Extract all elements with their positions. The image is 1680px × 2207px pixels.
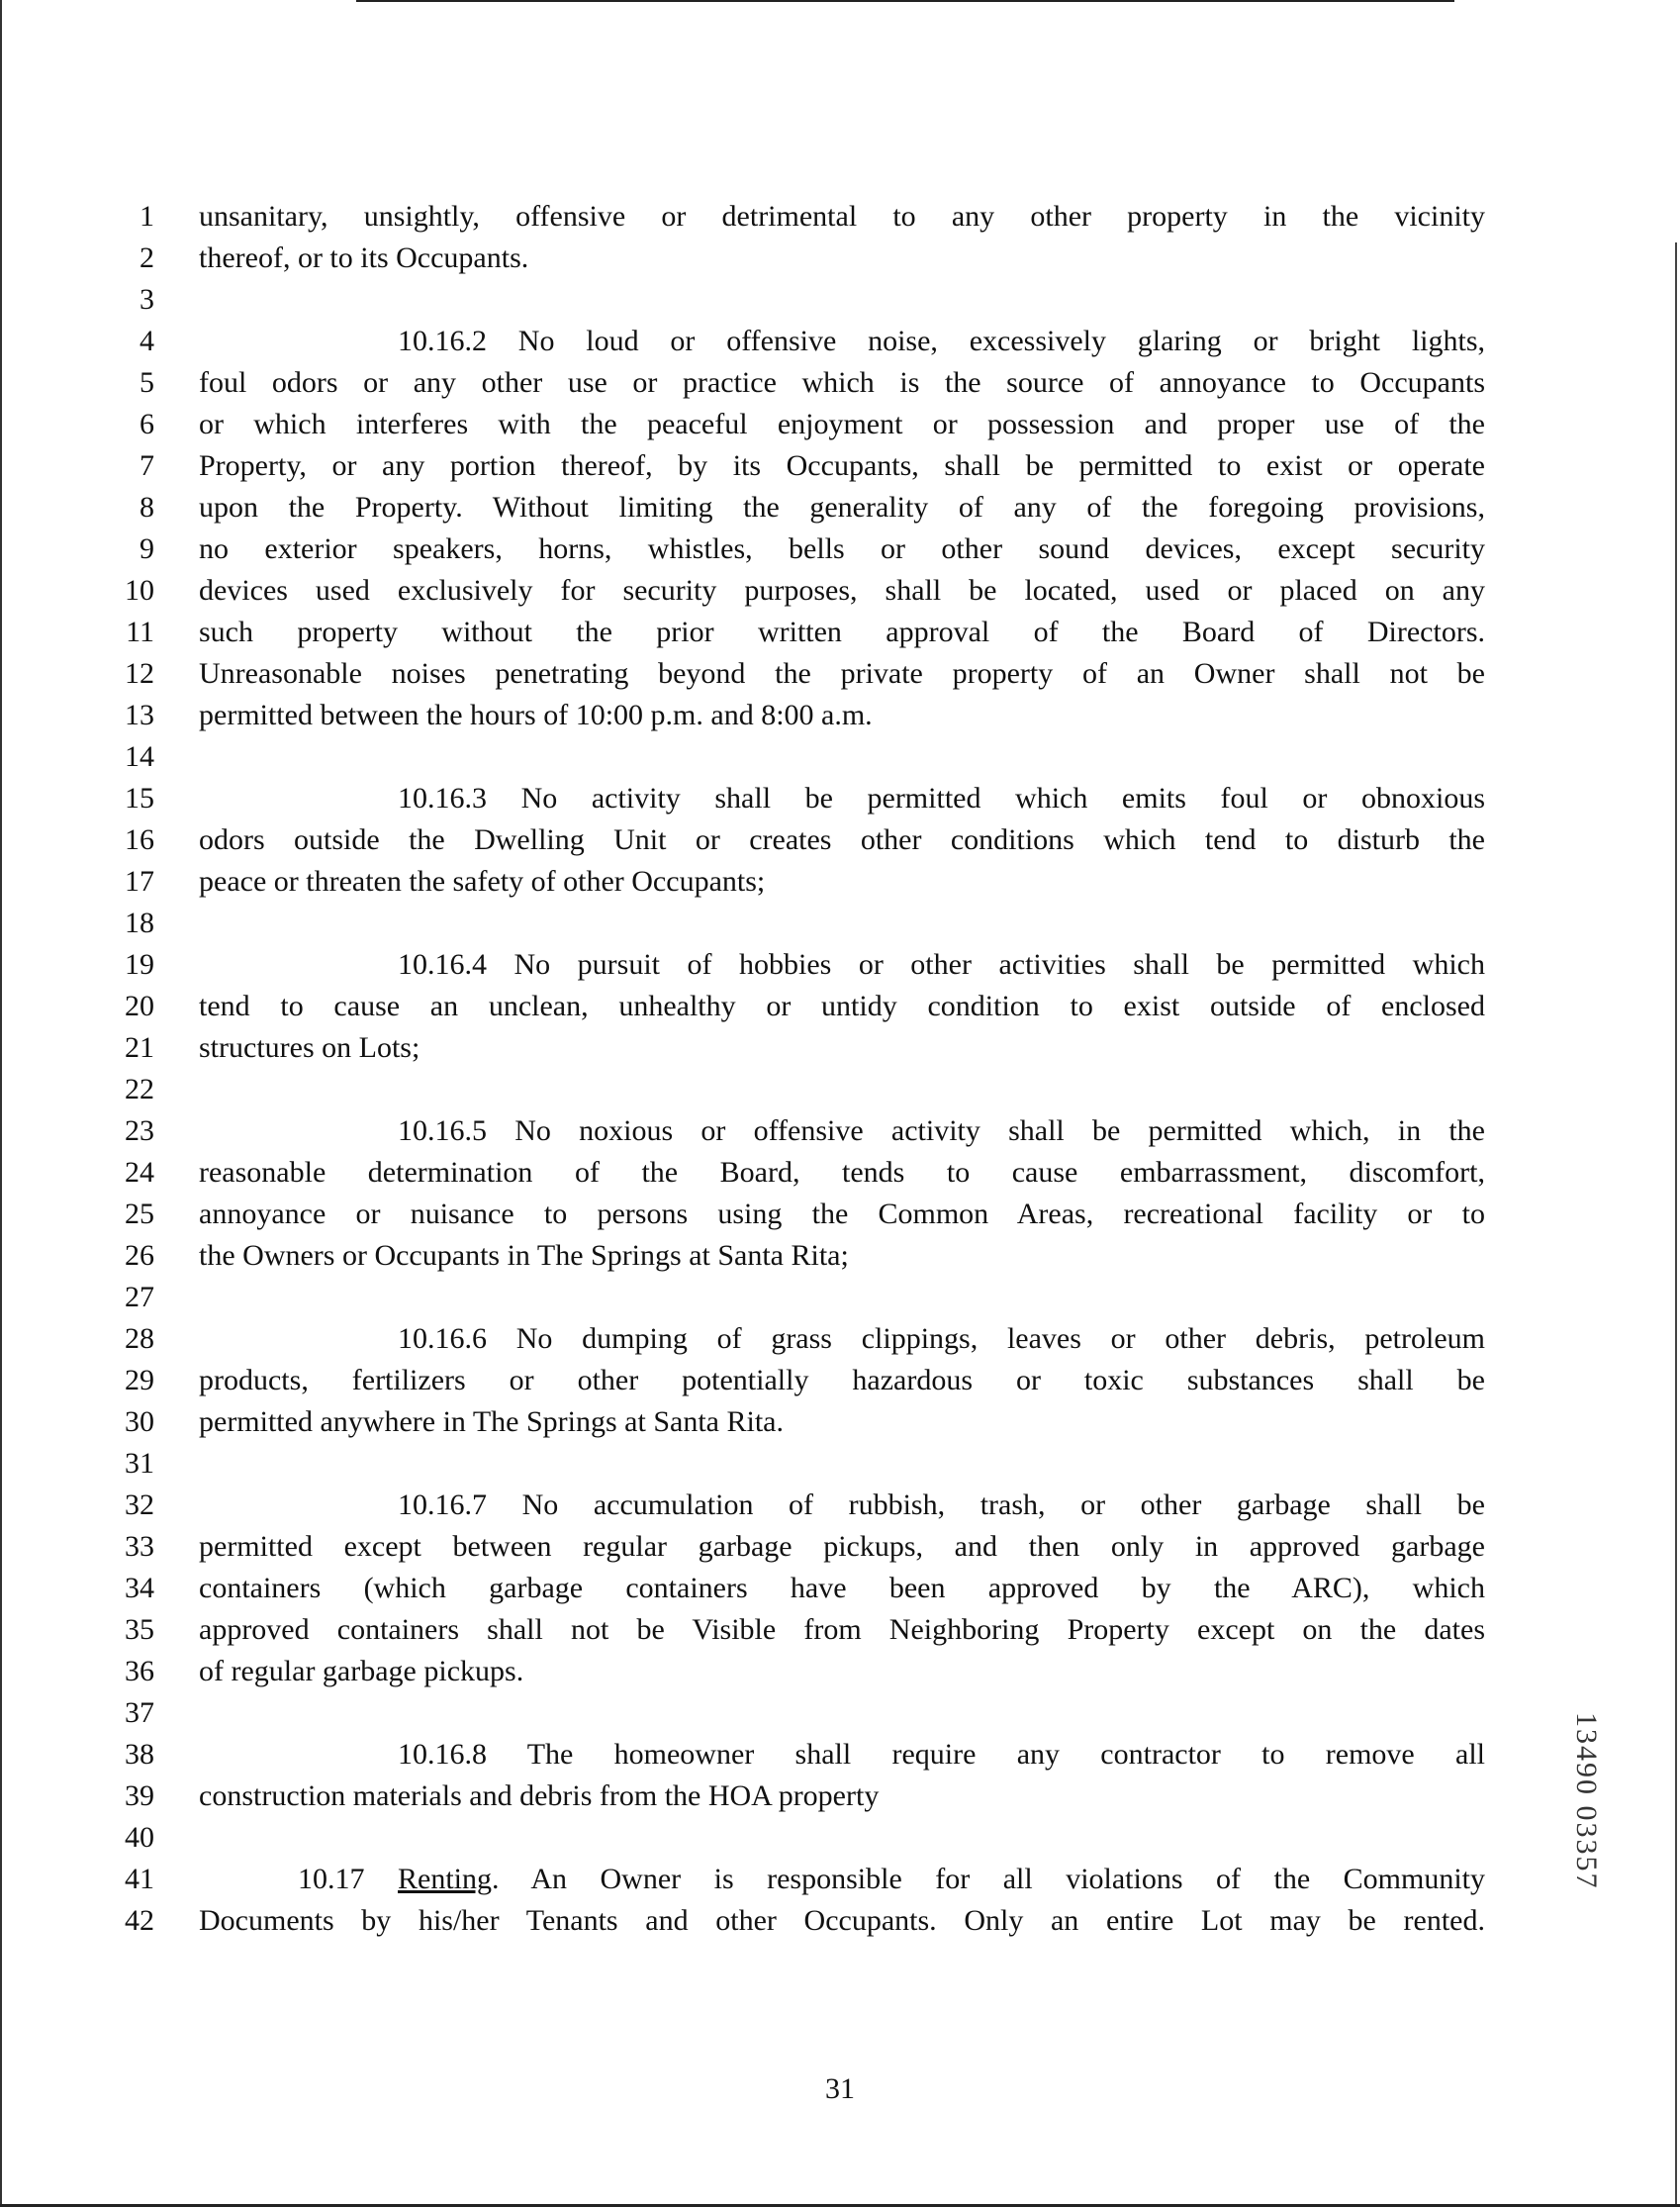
line-text: the Owners or Occupants in The Springs at Santa Rita; <box>199 1239 849 1272</box>
line-text: 10.16.3 No activity shall be permitted which emits foul or obnoxious <box>398 782 1485 815</box>
document-line <box>0 570 1680 612</box>
document-line <box>0 903 1680 944</box>
document-line <box>0 944 1680 986</box>
line-text: Unreasonable noises penetrating beyond the private property of an Owner shall not be <box>199 657 1485 690</box>
line-text: products, fertilizers or other potentially hazardous or toxic substances shall be <box>199 1364 1485 1396</box>
line-text: annoyance or nuisance to persons using the Common Areas, recreational facility or to <box>199 1198 1485 1230</box>
line-text: 10.16.5 No noxious or offensive activity shall be permitted which, in the <box>398 1114 1485 1147</box>
document-line <box>0 1443 1680 1485</box>
document-line <box>0 612 1680 653</box>
line-text: odors outside the Dwelling Unit or creates other conditions which tend to disturb the <box>199 823 1485 856</box>
document-line <box>0 1401 1680 1443</box>
document-line <box>0 1568 1680 1609</box>
line-number: 30 <box>125 1405 154 1438</box>
page-number: 31 <box>825 2072 855 2105</box>
line-text: thereof, or to its Occupants. <box>199 241 529 274</box>
document-line <box>0 487 1680 528</box>
line-text: 10.16.2 No loud or offensive noise, excessively glaring or bright lights, <box>398 325 1485 357</box>
line-text: upon the Property. Without limiting the generality of any of the foregoing provisions, <box>199 491 1485 524</box>
line-text: tend to cause an unclean, unhealthy or untidy condition to exist outside of enclosed <box>199 990 1485 1022</box>
document-line <box>0 238 1680 279</box>
line-number: 5 <box>140 366 154 399</box>
line-text: construction materials and debris from the HOA property <box>199 1779 880 1812</box>
document-line <box>0 1651 1680 1692</box>
line-number: 7 <box>140 449 154 482</box>
line-number: 40 <box>125 1821 154 1854</box>
line-number: 11 <box>126 616 154 648</box>
document-line <box>0 778 1680 819</box>
line-text: structures on Lots; <box>199 1031 420 1064</box>
line-number: 13 <box>125 699 154 731</box>
section-text: . An Owner is responsible for all violations of the Community <box>492 1863 1485 1895</box>
document-line <box>0 986 1680 1027</box>
line-number: 3 <box>140 283 154 316</box>
line-number: 10 <box>125 574 154 607</box>
line-number: 20 <box>125 990 154 1022</box>
document-line <box>0 1110 1680 1152</box>
line-number: 31 <box>125 1447 154 1480</box>
line-number: 26 <box>125 1239 154 1272</box>
line-text: such property without the prior written approval of the Board of Directors. <box>199 616 1485 648</box>
section-number: 10.17 <box>298 1863 398 1895</box>
line-text: Property, or any portion thereof, by its Occupants, shall be permitted to exist or operate <box>199 449 1485 482</box>
section-heading-renting: Renting <box>398 1863 492 1895</box>
line-text: no exterior speakers, horns, whistles, bells or other sound devices, except security <box>199 532 1485 565</box>
document-line <box>0 1318 1680 1360</box>
document-line <box>0 861 1680 903</box>
document-line <box>0 819 1680 861</box>
line-text: foul odors or any other use or practice which is the source of annoyance to Occupants <box>199 366 1485 399</box>
line-text: of regular garbage pickups. <box>199 1655 524 1687</box>
line-number: 19 <box>125 948 154 981</box>
line-number: 21 <box>125 1031 154 1064</box>
document-line <box>0 1526 1680 1568</box>
line-number: 29 <box>125 1364 154 1396</box>
line-number: 16 <box>125 823 154 856</box>
line-number: 38 <box>125 1738 154 1771</box>
line-number: 12 <box>125 657 154 690</box>
line-text <box>298 1859 1485 1900</box>
line-number: 15 <box>125 782 154 815</box>
document-line <box>0 1734 1680 1775</box>
line-number: 23 <box>125 1114 154 1147</box>
line-number: 34 <box>125 1572 154 1604</box>
line-number: 22 <box>125 1073 154 1105</box>
line-text: or which interferes with the peaceful enjoyment or possession and proper use of the <box>199 408 1485 440</box>
document-line <box>0 1485 1680 1526</box>
line-number: 36 <box>125 1655 154 1687</box>
line-text: approved containers shall not be Visible from Neighboring Property except on the dates <box>199 1613 1485 1646</box>
line-text: containers (which garbage containers have been approved by the ARC), which <box>199 1572 1485 1604</box>
line-number: 35 <box>125 1613 154 1646</box>
scan-edge-top <box>356 0 1454 2</box>
recording-stamp: 13490 03357 <box>1570 1712 1603 1890</box>
line-text: 10.16.4 No pursuit of hobbies or other activities shall be permitted which <box>398 948 1485 981</box>
line-number: 2 <box>140 241 154 274</box>
document-line <box>0 1194 1680 1235</box>
document-line <box>0 321 1680 362</box>
document-line <box>0 279 1680 321</box>
line-number: 28 <box>125 1322 154 1355</box>
line-number: 32 <box>125 1488 154 1521</box>
line-text: 10.16.7 No accumulation of rubbish, trash, or other garbage shall be <box>398 1488 1485 1521</box>
line-text: 10.16.6 No dumping of grass clippings, leaves or other debris, petroleum <box>398 1322 1485 1355</box>
document-line <box>0 736 1680 778</box>
line-number: 17 <box>125 865 154 898</box>
line-number: 39 <box>125 1779 154 1812</box>
line-text: permitted between the hours of 10:00 p.m. and 8:00 a.m. <box>199 699 873 731</box>
line-number: 14 <box>125 740 154 773</box>
document-line <box>0 1277 1680 1318</box>
document-line <box>0 1692 1680 1734</box>
document-line <box>0 1152 1680 1194</box>
line-number: 33 <box>125 1530 154 1563</box>
document-line <box>0 1900 1680 1942</box>
line-text: devices used exclusively for security purposes, shall be located, used or placed on any <box>199 574 1485 607</box>
document-line <box>0 1360 1680 1401</box>
document-line <box>0 445 1680 487</box>
document-line <box>0 1027 1680 1069</box>
document-line <box>0 1817 1680 1859</box>
line-number: 27 <box>125 1281 154 1313</box>
line-text: peace or threaten the safety of other Occupants; <box>199 865 766 898</box>
document-line <box>0 362 1680 404</box>
line-text: unsanitary, unsightly, offensive or detrimental to any other property in the vicinity <box>199 200 1485 233</box>
document-line <box>0 1069 1680 1110</box>
line-text: permitted except between regular garbage pickups, and then only in approved garbage <box>199 1530 1485 1563</box>
line-text: reasonable determination of the Board, tends to cause embarrassment, discomfort, <box>199 1156 1485 1189</box>
line-number: 42 <box>125 1904 154 1937</box>
document-line <box>0 653 1680 695</box>
line-number: 18 <box>125 907 154 939</box>
document-line <box>0 1859 1680 1900</box>
document-line <box>0 196 1680 238</box>
line-number: 4 <box>140 325 154 357</box>
document-line <box>0 1235 1680 1277</box>
line-text: 10.16.8 The homeowner shall require any contractor to remove all <box>398 1738 1485 1771</box>
line-number: 41 <box>125 1863 154 1895</box>
line-text: permitted anywhere in The Springs at Santa Rita. <box>199 1405 784 1438</box>
document-line <box>0 695 1680 736</box>
document-line <box>0 528 1680 570</box>
line-number: 24 <box>125 1156 154 1189</box>
document-line <box>0 1775 1680 1817</box>
line-number: 37 <box>125 1696 154 1729</box>
line-number: 1 <box>140 200 154 233</box>
line-text: Documents by his/her Tenants and other Occupants. Only an entire Lot may be rented. <box>199 1904 1485 1937</box>
line-number: 8 <box>140 491 154 524</box>
document-line <box>0 1609 1680 1651</box>
document-line <box>0 404 1680 445</box>
line-number: 25 <box>125 1198 154 1230</box>
line-number: 9 <box>140 532 154 565</box>
line-number: 6 <box>140 408 154 440</box>
